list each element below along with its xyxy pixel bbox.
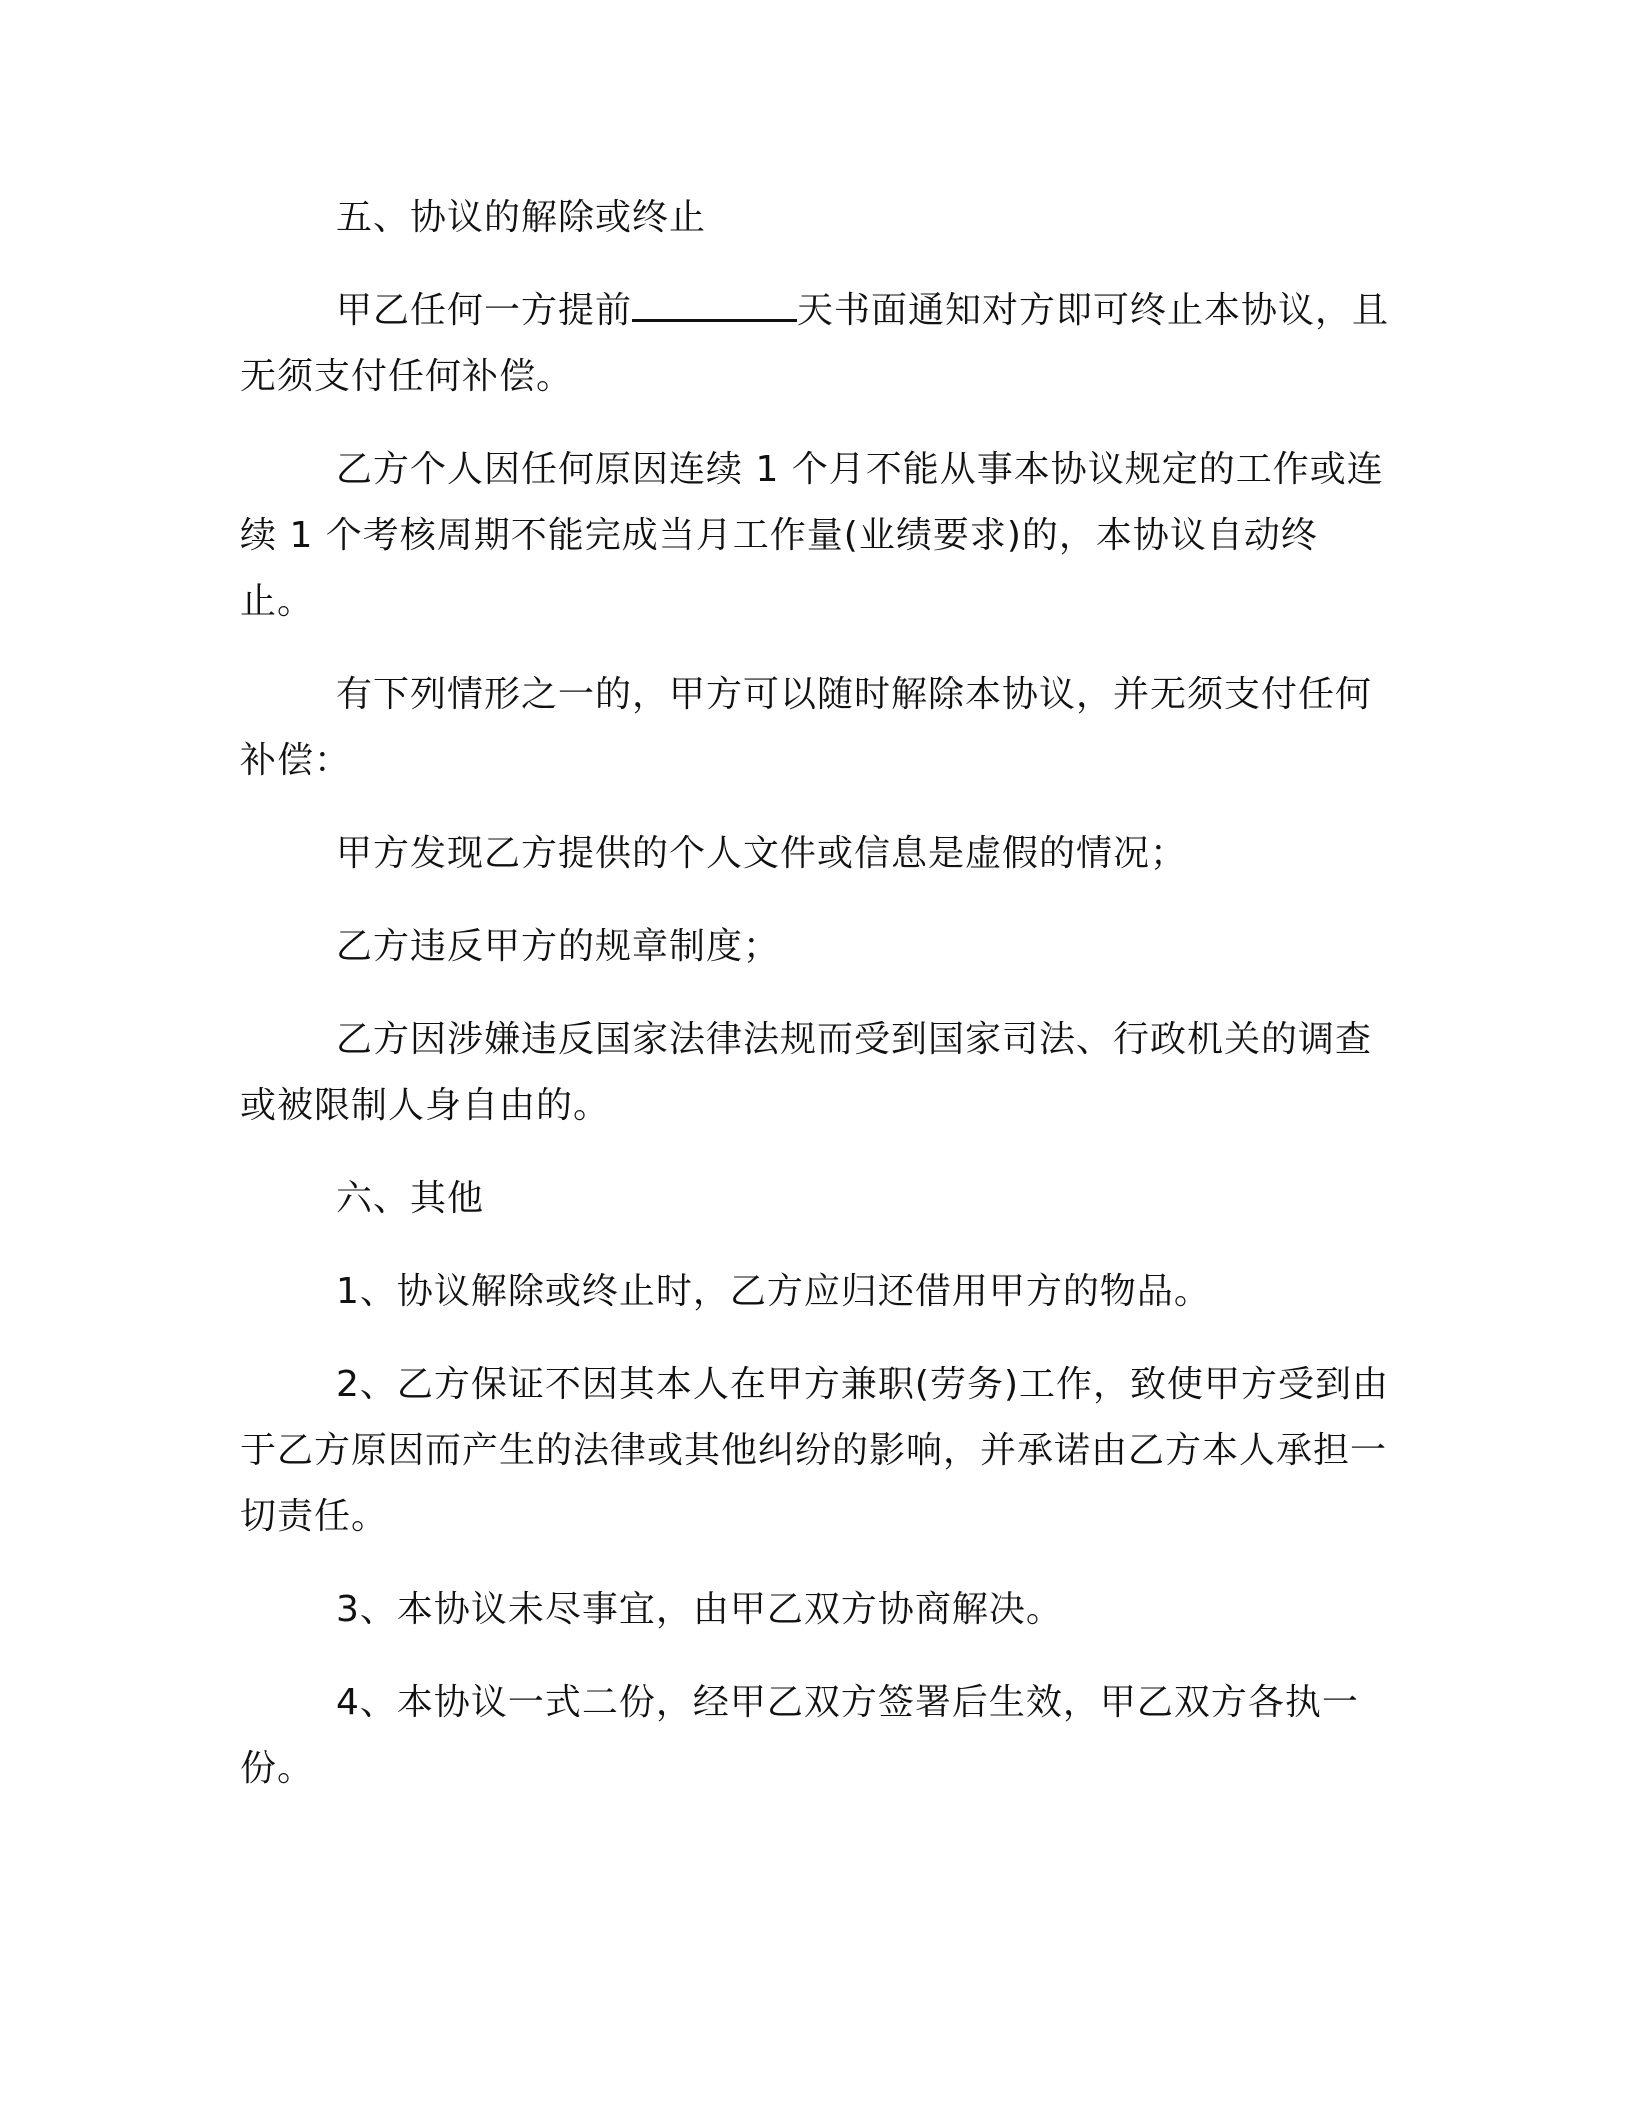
notice-text-after-blank: 天书面通知对方即可终止本协议，且无须支付任何补偿。 [240, 290, 1390, 397]
days-blank-field [632, 291, 797, 322]
other-item-2: 2、乙方保证不因其本人在甲方兼职(劳务)工作，致使甲方受到由于乙方原因而产生的法律或其他纠纷的影响，并承诺由乙方本人承担一切责任。 [240, 1364, 1389, 1537]
notice-termination-paragraph [240, 278, 1390, 410]
condition-legal-investigation: 乙方因涉嫌违反国家法律法规而受到国家司法、行政机关的调查或被限制人身自由的。 [240, 1019, 1373, 1126]
notice-text-before-blank: 甲乙任何一方提前 [336, 290, 633, 331]
other-item-1: 1、协议解除或终止时，乙方应归还借用甲方的物品。 [336, 1271, 1211, 1312]
termination-conditions-intro: 有下列情形之一的，甲方可以随时解除本协议，并无须支付任何补偿： [240, 674, 1373, 781]
condition-rule-violation: 乙方违反甲方的规章制度； [336, 926, 781, 967]
condition-false-info: 甲方发现乙方提供的个人文件或信息是虚假的情况； [336, 833, 1188, 874]
section-6-heading: 六、其他 [336, 1178, 485, 1219]
document-page [240, 185, 1390, 1829]
other-item-3: 3、本协议未尽事宜，由甲乙双方协商解决。 [336, 1589, 1063, 1630]
auto-termination-paragraph: 乙方个人因任何原因连续 1 个月不能从事本协议规定的工作或连续 1 个考核周期不能完成当月工作量(业绩要求)的，本协议自动终止。 [240, 449, 1384, 622]
other-item-4: 4、本协议一式二份，经甲乙双方签署后生效，甲乙双方各执一份。 [240, 1682, 1359, 1789]
section-5-heading: 五、协议的解除或终止 [336, 197, 707, 238]
